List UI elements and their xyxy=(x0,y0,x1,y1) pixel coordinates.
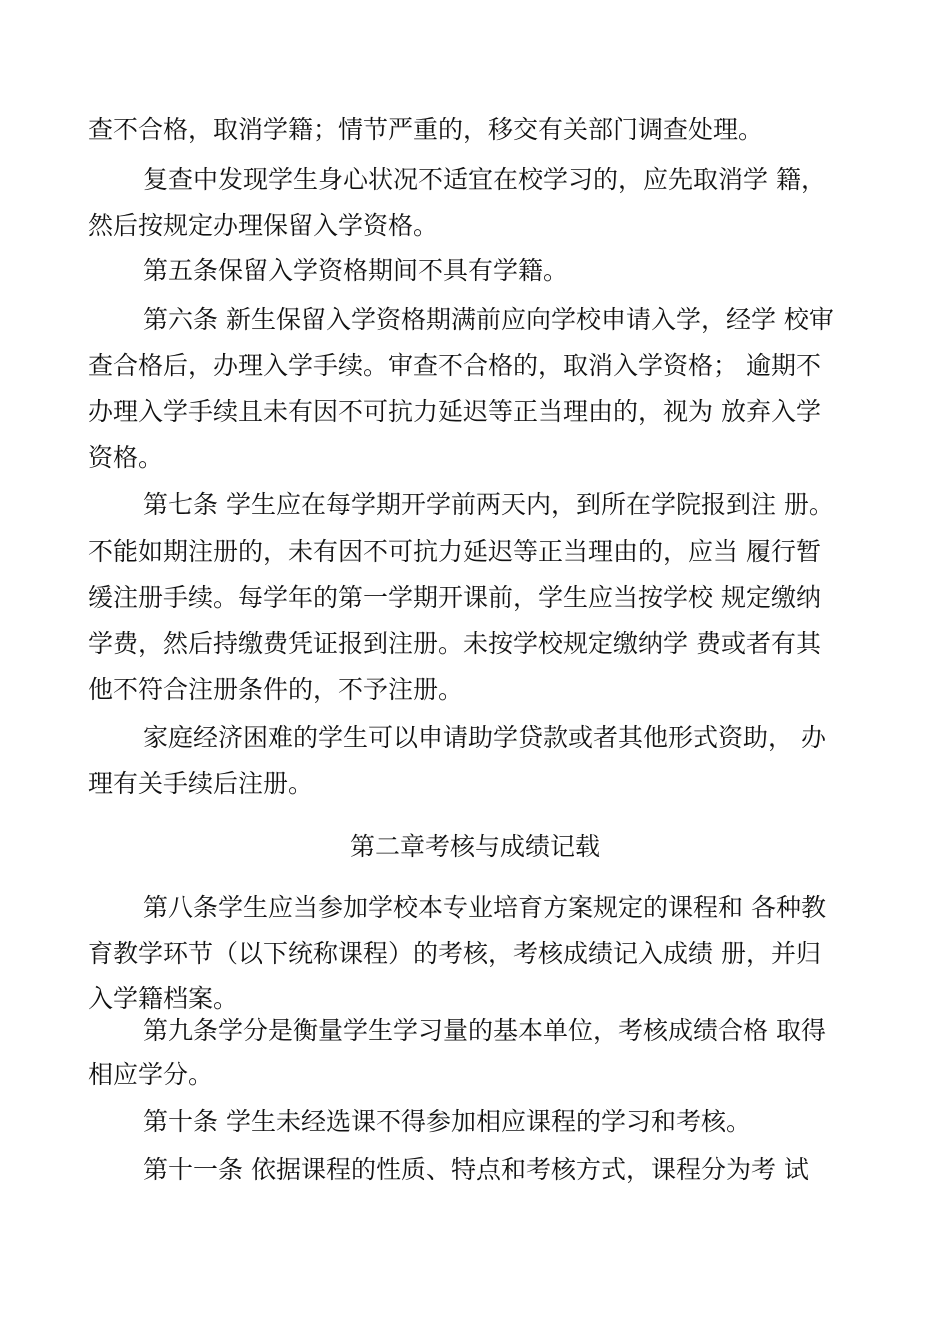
paragraph-start-line: 家庭经济困难的学生可以申请助学贷款或者其他形式资助， 办 xyxy=(143,723,826,752)
text-line: 理有关手续后注册。 xyxy=(88,769,314,798)
text-line: 缓注册手续。每学年的第一学期开课前，学生应当按学校 规定缴纳 xyxy=(88,583,821,612)
text-line: 入学籍档案。 xyxy=(88,984,239,1013)
text-line: 然后按规定办理保留入学资格。 xyxy=(88,211,439,240)
text-line: 办理入学手续且未有因不可抗力延迟等正当理由的，视为 放弃入学 xyxy=(88,397,821,426)
article-10-line: 第十条 学生未经选课不得参加相应课程的学习和考核。 xyxy=(143,1107,751,1136)
article-7-line: 第七条 学生应在每学期开学前两天内，到所在学院报到注 册。 xyxy=(143,490,834,519)
text-line: 查合格后，办理入学手续。审查不合格的，取消入学资格； 逾期不 xyxy=(88,351,821,380)
article-5-line: 第五条保留入学资格期间不具有学籍。 xyxy=(143,256,569,285)
article-6-line: 第六条 新生保留入学资格期满前应向学校申请入学，经学 校审 xyxy=(143,305,834,334)
text-line: 学费，然后持缴费凭证报到注册。未按学校规定缴纳学 费或者有其 xyxy=(88,629,821,658)
paragraph-start-line: 复查中发现学生身心状况不适宜在校学习的，应先取消学 籍， xyxy=(143,165,826,194)
text-line: 不能如期注册的，未有因不可抗力延迟等正当理由的，应当 履行暂 xyxy=(88,537,821,566)
text-line: 查不合格，取消学籍；情节严重的，移交有关部门调查处理。 xyxy=(88,115,764,144)
chapter-heading: 第二章考核与成绩记载 xyxy=(349,832,600,861)
text-line: 资格。 xyxy=(88,443,164,472)
article-9-line: 第九条学分是衡量学生学习量的基本单位，考核成绩合格 取得 xyxy=(143,1016,826,1045)
article-11-line: 第十一条 依据课程的性质、特点和考核方式，课程分为考 试 xyxy=(143,1155,809,1184)
text-line: 育教学环节（以下统称课程）的考核，考核成绩记入成绩 册，并归 xyxy=(88,939,821,968)
text-line: 他不符合注册条件的，不予注册。 xyxy=(88,675,464,704)
article-8-line: 第八条学生应当参加学校本专业培育方案规定的课程和 各种教 xyxy=(143,893,826,922)
text-line: 相应学分。 xyxy=(88,1060,214,1089)
